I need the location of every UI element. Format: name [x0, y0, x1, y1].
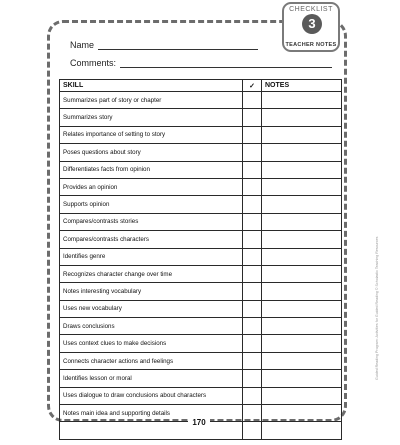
table-row	[60, 178, 342, 195]
check-cell[interactable]	[243, 196, 262, 213]
page-number: 170	[188, 418, 210, 428]
notes-cell[interactable]	[262, 161, 342, 178]
table-row	[60, 318, 342, 335]
notes-cell[interactable]	[262, 283, 342, 300]
table-row	[60, 161, 342, 178]
name-input-line[interactable]	[98, 40, 258, 50]
check-cell[interactable]	[243, 318, 262, 335]
notes-cell[interactable]	[262, 335, 342, 352]
table-row	[60, 248, 342, 265]
check-cell[interactable]	[243, 178, 262, 195]
skill-cell: Provides an opinion	[60, 178, 243, 195]
skill-cell: Recognizes character change over time	[60, 265, 243, 282]
notes-cell[interactable]	[262, 405, 342, 422]
check-cell[interactable]	[243, 144, 262, 161]
table-header-row	[60, 80, 342, 92]
notes-cell[interactable]	[262, 196, 342, 213]
check-cell[interactable]	[243, 352, 262, 369]
table-row	[60, 370, 342, 387]
skill-cell: Uses new vocabulary	[60, 300, 243, 317]
name-label: Name	[70, 40, 95, 50]
table-row	[60, 126, 342, 143]
notes-cell[interactable]	[262, 144, 342, 161]
check-cell[interactable]	[243, 109, 262, 126]
check-cell[interactable]	[243, 370, 262, 387]
header-skill: SKILL	[60, 80, 243, 92]
skill-cell: Identifies lesson or moral	[60, 370, 243, 387]
check-cell[interactable]	[243, 283, 262, 300]
check-cell[interactable]	[243, 265, 262, 282]
check-cell[interactable]	[243, 248, 262, 265]
checklist-badge	[282, 2, 340, 52]
skill-cell	[60, 422, 243, 439]
comments-field	[70, 58, 332, 68]
table-row	[60, 231, 342, 248]
table-row	[60, 109, 342, 126]
notes-cell[interactable]	[262, 213, 342, 230]
header-notes: NOTES	[262, 80, 342, 92]
table-row	[60, 144, 342, 161]
check-cell[interactable]	[243, 126, 262, 143]
table-row	[60, 92, 342, 109]
table-row	[60, 283, 342, 300]
skill-cell: Identifies genre	[60, 248, 243, 265]
table-row	[60, 335, 342, 352]
skill-cell: Draws conclusions	[60, 318, 243, 335]
notes-cell[interactable]	[262, 92, 342, 109]
check-cell[interactable]	[243, 161, 262, 178]
check-cell[interactable]	[243, 387, 262, 404]
badge-title: CHECKLIST	[289, 6, 333, 13]
table-row	[60, 265, 342, 282]
table-row	[60, 196, 342, 213]
badge-number: 3	[302, 14, 322, 34]
skill-cell: Notes main idea and supporting details	[60, 405, 243, 422]
skill-cell: Connects character actions and feelings	[60, 352, 243, 369]
notes-cell[interactable]	[262, 387, 342, 404]
skill-cell: Compares/contrasts stories	[60, 213, 243, 230]
comments-input-line[interactable]	[120, 58, 332, 68]
skill-cell: Relates importance of setting to story	[60, 126, 243, 143]
check-cell[interactable]	[243, 422, 262, 439]
table-row	[60, 352, 342, 369]
check-cell[interactable]	[243, 231, 262, 248]
notes-cell[interactable]	[262, 248, 342, 265]
skill-cell: Summarizes story	[60, 109, 243, 126]
notes-cell[interactable]	[262, 370, 342, 387]
check-cell[interactable]	[243, 213, 262, 230]
notes-cell[interactable]	[262, 300, 342, 317]
notes-cell[interactable]	[262, 352, 342, 369]
skill-cell: Differentiates facts from opinion	[60, 161, 243, 178]
notes-cell[interactable]	[262, 126, 342, 143]
table-row	[60, 387, 342, 404]
name-field	[70, 40, 270, 50]
table-row	[60, 213, 342, 230]
skill-cell: Uses context clues to make decisions	[60, 335, 243, 352]
check-cell[interactable]	[243, 405, 262, 422]
check-cell[interactable]	[243, 92, 262, 109]
notes-cell[interactable]	[262, 178, 342, 195]
check-cell[interactable]	[243, 335, 262, 352]
skill-cell: Summarizes part of story or chapter	[60, 92, 243, 109]
skill-cell: Notes interesting vocabulary	[60, 283, 243, 300]
table-row	[60, 300, 342, 317]
notes-cell[interactable]	[262, 265, 342, 282]
check-cell[interactable]	[243, 300, 262, 317]
skill-cell: Supports opinion	[60, 196, 243, 213]
badge-subtitle: TEACHER NOTES	[285, 42, 337, 48]
skill-cell: Uses dialogue to draw conclusions about characters	[60, 387, 243, 404]
side-credit: Guided Reading Program: Activities for Guided Reading © Scholastic Teaching Resources	[375, 236, 379, 380]
skills-table	[59, 79, 342, 440]
notes-cell[interactable]	[262, 318, 342, 335]
skill-cell: Poses questions about story	[60, 144, 243, 161]
skill-cell: Compares/contrasts characters	[60, 231, 243, 248]
notes-cell[interactable]	[262, 109, 342, 126]
header-check: ✓	[243, 80, 262, 92]
comments-label: Comments:	[70, 58, 117, 68]
notes-cell[interactable]	[262, 422, 342, 439]
notes-cell[interactable]	[262, 231, 342, 248]
